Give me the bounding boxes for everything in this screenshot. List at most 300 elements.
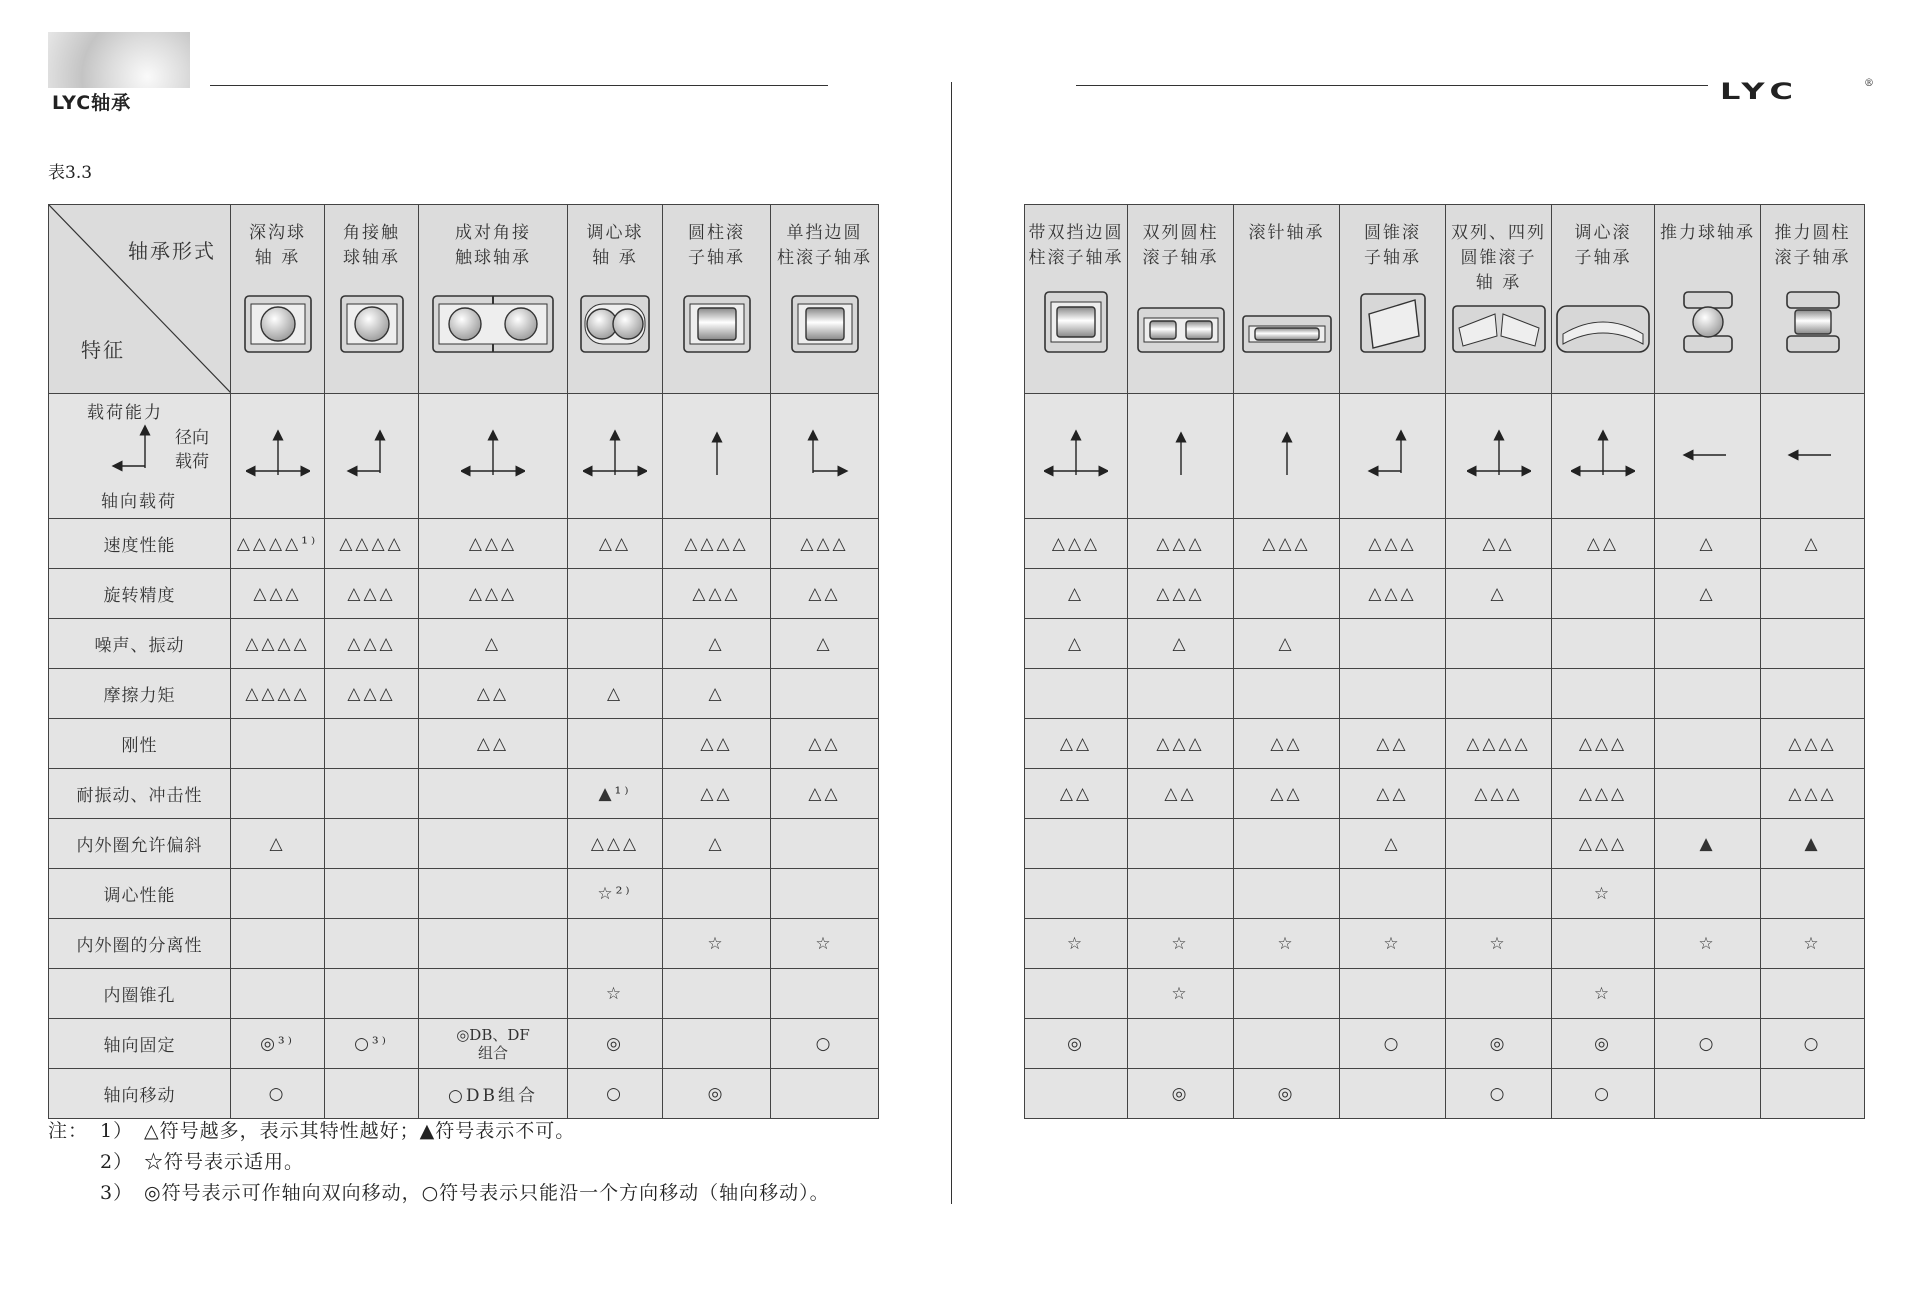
rating-cell: △△△ (1025, 519, 1128, 569)
feature-label: 轴向固定 (49, 1019, 231, 1069)
rating-cell (231, 919, 325, 969)
load-direction-icon (1340, 394, 1446, 519)
double-row-tapered-roller-bearing-icon (1451, 304, 1547, 359)
column-header-content (231, 205, 324, 393)
rating-cell (663, 869, 771, 919)
bearing-type-name: 调心球 轴 承 (586, 223, 644, 268)
rating-cell: △△△ (1340, 569, 1446, 619)
rating-cell (1655, 869, 1761, 919)
rating-cell (1655, 719, 1761, 769)
rating-cell (1552, 919, 1655, 969)
rating-cell: △△△ (1128, 519, 1234, 569)
header-rule-left (210, 85, 828, 86)
rating-cell: △△△ (663, 569, 771, 619)
cylindrical-roller-bearing-icon (682, 294, 752, 359)
rating-cell: ○ (231, 1069, 325, 1119)
rating-cell (231, 969, 325, 1019)
column-header-content (1761, 205, 1864, 393)
rating-cell: ○ (1655, 1019, 1761, 1069)
column-header (1761, 205, 1865, 394)
rating-cell (325, 969, 419, 1019)
corner-cell (49, 205, 231, 394)
rating-cell (1234, 569, 1340, 619)
load-direction-icon (419, 394, 568, 519)
column-header-content (568, 205, 662, 393)
rating-cell (1234, 819, 1340, 869)
feature-row (49, 769, 879, 819)
rating-cell: △ (1340, 819, 1446, 869)
rating-cell: △△△ (1446, 769, 1552, 819)
rating-cell: △ (1655, 569, 1761, 619)
axial-load-label: 轴向载荷 (101, 492, 177, 512)
bearing-type-name: 推力球轴承 (1660, 223, 1755, 243)
bearing-type-name: 双列圆柱 滚子轴承 (1142, 223, 1219, 268)
rating-cell (1446, 669, 1552, 719)
needle-roller-bearing-icon (1241, 314, 1333, 359)
rating-cell: △ (1128, 619, 1234, 669)
rating-cell: △△△ (231, 569, 325, 619)
corner-top-label: 轴承形式 (128, 239, 216, 263)
rating-cell: △△ (1025, 719, 1128, 769)
rating-cell: △ (771, 619, 879, 669)
feature-label: 耐振动、冲击性 (49, 769, 231, 819)
rating-cell (1761, 669, 1865, 719)
feature-row (1025, 819, 1865, 869)
bearing-type-name: 滚针轴承 (1248, 223, 1325, 243)
rating-cell: ◎ (1128, 1069, 1234, 1119)
corner-bottom-label: 特征 (81, 338, 125, 362)
rating-cell (1128, 1019, 1234, 1069)
rating-cell: △△ (1128, 769, 1234, 819)
rating-cell: ◎DB、DF 组合 (419, 1019, 568, 1069)
load-direction-icon (568, 394, 663, 519)
rating-cell: △ (1655, 519, 1761, 569)
bearing-type-name: 推力圆柱 滚子轴承 (1774, 223, 1851, 268)
feature-row (1025, 519, 1865, 569)
rating-cell: △ (1025, 619, 1128, 669)
column-header (1025, 205, 1128, 394)
column-header (419, 205, 568, 394)
rating-cell (1655, 969, 1761, 1019)
rating-cell: △△ (1340, 769, 1446, 819)
column-header (568, 205, 663, 394)
feature-label: 刚性 (49, 719, 231, 769)
rating-cell: △△△ (568, 819, 663, 869)
rating-cell: ◎ (1446, 1019, 1552, 1069)
feature-row (1025, 969, 1865, 1019)
rating-cell (1025, 669, 1128, 719)
rating-cell (419, 819, 568, 869)
rating-cell (325, 1069, 419, 1119)
note-index: 1） (100, 1120, 134, 1142)
rating-cell (1025, 969, 1128, 1019)
angular-contact-ball-bearing-icon (339, 294, 405, 359)
radial-load-label: 径向 载荷 (175, 428, 209, 472)
rating-cell: ○DB组合 (419, 1069, 568, 1119)
feature-row (1025, 919, 1865, 969)
rating-cell (1340, 669, 1446, 719)
rating-cell (1128, 669, 1234, 719)
rating-cell: △△△ (1340, 519, 1446, 569)
rating-cell: △△△ (1234, 519, 1340, 569)
column-header (771, 205, 879, 394)
note-3 (48, 1178, 830, 1209)
rating-cell: △△△ (419, 519, 568, 569)
rating-cell: ◎ (663, 1069, 771, 1119)
rating-cell: ☆ (1552, 969, 1655, 1019)
rating-cell (1446, 869, 1552, 919)
load-direction-icon (1761, 394, 1865, 519)
column-header (325, 205, 419, 394)
rating-cell (771, 969, 879, 1019)
rating-cell: ☆ (1025, 919, 1128, 969)
rating-cell (1552, 569, 1655, 619)
feature-row (49, 969, 879, 1019)
rating-cell: △△ (663, 769, 771, 819)
rating-cell: △ (1025, 569, 1128, 619)
feature-label: 速度性能 (49, 519, 231, 569)
rating-cell (1655, 669, 1761, 719)
rating-cell (568, 919, 663, 969)
load-direction-icon (1234, 394, 1340, 519)
rating-cell: ☆ (1128, 919, 1234, 969)
feature-row (49, 819, 879, 869)
rating-cell (1761, 619, 1865, 669)
load-capacity-row (1025, 394, 1865, 519)
feature-row (49, 919, 879, 969)
load-direction-icon (771, 394, 879, 519)
table-label: 表3.3 (48, 163, 93, 183)
rating-cell (1025, 869, 1128, 919)
column-header (1655, 205, 1761, 394)
rating-cell (419, 969, 568, 1019)
rating-cell: △△△△ (231, 669, 325, 719)
rating-cell (1234, 869, 1340, 919)
rating-cell: △△△ (771, 519, 879, 569)
rating-cell: ◎ (1552, 1019, 1655, 1069)
left-logo (48, 32, 190, 116)
feature-row (49, 519, 879, 569)
feature-row (49, 1019, 879, 1069)
note-1 (48, 1116, 830, 1147)
rating-cell (231, 719, 325, 769)
column-header-content (1234, 205, 1339, 393)
column-header-content (1128, 205, 1233, 393)
feature-row (49, 619, 879, 669)
double-flange-cylindrical-roller-bearing-icon (1043, 290, 1109, 359)
column-header (231, 205, 325, 394)
rating-cell (568, 569, 663, 619)
rating-cell (1128, 819, 1234, 869)
rating-cell (325, 869, 419, 919)
rating-cell: △△△ (1128, 569, 1234, 619)
rating-cell: △△ (663, 719, 771, 769)
rating-cell (325, 919, 419, 969)
rating-cell: ☆ (568, 969, 663, 1019)
load-capacity-row (49, 394, 879, 519)
rating-cell: △△ (771, 569, 879, 619)
rating-cell: ◎ (568, 1019, 663, 1069)
rating-cell (231, 769, 325, 819)
column-header-content (1446, 205, 1551, 393)
rating-cell (1340, 969, 1446, 1019)
column-header-content (325, 205, 418, 393)
rating-cell (1340, 1069, 1446, 1119)
registered-mark: ® (1864, 78, 1874, 89)
bearing-type-name: 角接触 球轴承 (343, 223, 400, 268)
rating-cell: ○ (1552, 1069, 1655, 1119)
rating-cell: ☆²⁾ (568, 869, 663, 919)
rating-cell: △ (1234, 619, 1340, 669)
load-direction-icon (1446, 394, 1552, 519)
feature-label: 噪声、振动 (49, 619, 231, 669)
load-capacity-title: 载荷能力 (87, 403, 163, 423)
rating-cell: ▲ (1761, 819, 1865, 869)
bearing-type-name: 深沟球 轴 承 (249, 223, 306, 268)
feature-row (1025, 619, 1865, 669)
rating-cell (1761, 1069, 1865, 1119)
bearing-type-name: 单挡边圆 柱滚子轴承 (777, 223, 872, 268)
feature-row (1025, 769, 1865, 819)
rating-cell: △ (1761, 519, 1865, 569)
rating-cell: △△ (1234, 719, 1340, 769)
rating-cell: △△△ (1761, 769, 1865, 819)
rating-cell (568, 719, 663, 769)
rating-cell: △△△ (419, 569, 568, 619)
rating-cell: △△ (1025, 769, 1128, 819)
rating-cell (1552, 619, 1655, 669)
rating-cell: △ (663, 819, 771, 869)
rating-cell (231, 869, 325, 919)
double-row-cylindrical-roller-bearing-icon (1136, 306, 1226, 359)
rating-cell (1234, 969, 1340, 1019)
thrust-ball-bearing-icon (1678, 290, 1738, 359)
feature-row (1025, 669, 1865, 719)
feature-label: 内外圈允许偏斜 (49, 819, 231, 869)
rating-cell: ▲¹⁾ (568, 769, 663, 819)
feature-label: 摩擦力矩 (49, 669, 231, 719)
rating-cell (1446, 969, 1552, 1019)
column-header (1340, 205, 1446, 394)
rating-cell (771, 1069, 879, 1119)
column-header (1552, 205, 1655, 394)
rating-cell: △ (1446, 569, 1552, 619)
bearing-type-name: 带双挡边圆 柱滚子轴承 (1028, 223, 1124, 268)
rating-cell: △△ (568, 519, 663, 569)
rating-cell: △△ (419, 669, 568, 719)
rating-cell (325, 819, 419, 869)
single-flange-cylindrical-roller-bearing-icon (790, 294, 860, 359)
rating-cell: △△△ (325, 669, 419, 719)
globe-graphic (48, 32, 190, 88)
rating-cell (325, 719, 419, 769)
right-feature-table (1024, 204, 1865, 1119)
load-legend-arrow-icon (105, 424, 169, 479)
column-header-content (771, 205, 878, 393)
column-header-content (1340, 205, 1445, 393)
self-aligning-ball-bearing-icon (579, 294, 651, 359)
load-direction-icon (1552, 394, 1655, 519)
left-feature-table (48, 204, 879, 1119)
feature-row (49, 1069, 879, 1119)
rating-cell (771, 869, 879, 919)
rating-cell (1234, 669, 1340, 719)
load-direction-icon (1128, 394, 1234, 519)
rating-cell: ☆ (1446, 919, 1552, 969)
load-direction-icon (663, 394, 771, 519)
rating-cell (771, 819, 879, 869)
left-logo-text: LYC轴承 (52, 92, 132, 114)
rating-cell: △△ (1552, 519, 1655, 569)
rating-cell: △△△ (1761, 719, 1865, 769)
load-direction-icon (1655, 394, 1761, 519)
load-capacity-legend (49, 394, 230, 518)
column-header-content (419, 205, 567, 393)
load-direction-icon (231, 394, 325, 519)
note-index: 2） (100, 1151, 134, 1173)
rating-cell: △△△△ (663, 519, 771, 569)
rating-cell: △△△△¹⁾ (231, 519, 325, 569)
notes-prefix: 注： (48, 1120, 89, 1142)
rating-cell: ○ (1761, 1019, 1865, 1069)
rating-cell: ☆ (1552, 869, 1655, 919)
rating-cell: △△ (1234, 769, 1340, 819)
rating-cell: △△△ (325, 569, 419, 619)
rating-cell: △△△△ (231, 619, 325, 669)
bearing-type-name: 成对角接 触球轴承 (455, 223, 531, 268)
column-header-content (1655, 205, 1760, 393)
rating-cell (1446, 619, 1552, 669)
rating-cell: △△ (771, 719, 879, 769)
spherical-roller-bearing-icon (1555, 304, 1651, 359)
rating-cell: △△ (1446, 519, 1552, 569)
feature-label: 旋转精度 (49, 569, 231, 619)
rating-cell (1340, 619, 1446, 669)
rating-cell (771, 669, 879, 719)
rating-cell: △△△ (325, 619, 419, 669)
rating-cell: ☆ (663, 919, 771, 969)
feature-label: 内圈锥孔 (49, 969, 231, 1019)
rating-cell: ☆ (1340, 919, 1446, 969)
rating-cell: △ (419, 619, 568, 669)
rating-cell (419, 769, 568, 819)
rating-cell: ◎³⁾ (231, 1019, 325, 1069)
rating-cell: △△△ (1552, 719, 1655, 769)
rating-cell: ○ (1446, 1069, 1552, 1119)
feature-label: 内外圈的分离性 (49, 919, 231, 969)
rating-cell: ▲ (1655, 819, 1761, 869)
rating-cell: △△△ (1552, 769, 1655, 819)
rating-cell (663, 969, 771, 1019)
header-rule-right (1076, 85, 1708, 86)
load-capacity-label-cell (49, 394, 231, 519)
rating-cell (1234, 1019, 1340, 1069)
rating-cell: ○ (1340, 1019, 1446, 1069)
feature-row (49, 869, 879, 919)
column-header-content (1552, 205, 1654, 393)
feature-label: 轴向移动 (49, 1069, 231, 1119)
rating-cell: ☆ (1655, 919, 1761, 969)
page-divider (951, 82, 952, 1204)
bearing-type-name: 双列、四列 圆锥滚子 轴 承 (1451, 223, 1546, 293)
rating-cell: △ (231, 819, 325, 869)
note-2 (48, 1147, 830, 1178)
rating-cell: ☆ (771, 919, 879, 969)
right-logo-text: LYC (1720, 78, 1799, 105)
rating-cell: △△△△ (1446, 719, 1552, 769)
thrust-cylindrical-roller-bearing-icon (1781, 290, 1845, 359)
feature-row (49, 669, 879, 719)
feature-row (1025, 569, 1865, 619)
deep-groove-ball-bearing-icon (243, 294, 313, 359)
note-text: ☆符号表示适用。 (144, 1151, 305, 1173)
column-header-content (1025, 205, 1127, 393)
rating-cell (1128, 869, 1234, 919)
note-text: ◎符号表示可作轴向双向移动，○符号表示只能沿一个方向移动（轴向移动）。 (144, 1182, 830, 1204)
rating-cell: ○ (568, 1069, 663, 1119)
rating-cell: ○³⁾ (325, 1019, 419, 1069)
rating-cell (1655, 769, 1761, 819)
rating-cell: △△△ (1552, 819, 1655, 869)
header-row (1025, 205, 1865, 394)
column-header (1234, 205, 1340, 394)
load-direction-icon (325, 394, 419, 519)
column-header (1128, 205, 1234, 394)
rating-cell (1340, 869, 1446, 919)
rating-cell (1552, 669, 1655, 719)
rating-cell (1446, 819, 1552, 869)
rating-cell: ☆ (1761, 919, 1865, 969)
feature-row (1025, 719, 1865, 769)
rating-cell (1761, 969, 1865, 1019)
rating-cell: △△ (1340, 719, 1446, 769)
rating-cell: △△ (419, 719, 568, 769)
header-row (49, 205, 879, 394)
tapered-roller-bearing-icon (1359, 292, 1427, 359)
footnotes (48, 1116, 830, 1209)
feature-row (49, 719, 879, 769)
rating-cell (325, 769, 419, 819)
note-index: 3） (100, 1182, 134, 1204)
rating-cell (419, 869, 568, 919)
column-header (663, 205, 771, 394)
rating-cell (419, 919, 568, 969)
rating-cell: △△△△ (325, 519, 419, 569)
rating-cell (568, 619, 663, 669)
bearing-type-name: 圆柱滚 子轴承 (688, 223, 745, 268)
rating-cell: △ (663, 669, 771, 719)
feature-row (1025, 869, 1865, 919)
rating-cell (1655, 619, 1761, 669)
rating-cell (1655, 1069, 1761, 1119)
rating-cell: ☆ (1234, 919, 1340, 969)
column-header (1446, 205, 1552, 394)
rating-cell: ◎ (1025, 1019, 1128, 1069)
rating-cell (1761, 869, 1865, 919)
feature-label: 调心性能 (49, 869, 231, 919)
rating-cell (1761, 569, 1865, 619)
column-header-content (663, 205, 770, 393)
rating-cell (1025, 819, 1128, 869)
rating-cell: ☆ (1128, 969, 1234, 1019)
rating-cell: △ (568, 669, 663, 719)
rating-cell: △△△ (1128, 719, 1234, 769)
rating-cell (1025, 1069, 1128, 1119)
note-text: △符号越多，表示其特性越好；▲符号表示不可。 (144, 1120, 576, 1142)
rating-cell: △ (663, 619, 771, 669)
rating-cell: △△ (771, 769, 879, 819)
bearing-type-name: 调心滚 子轴承 (1574, 223, 1632, 268)
